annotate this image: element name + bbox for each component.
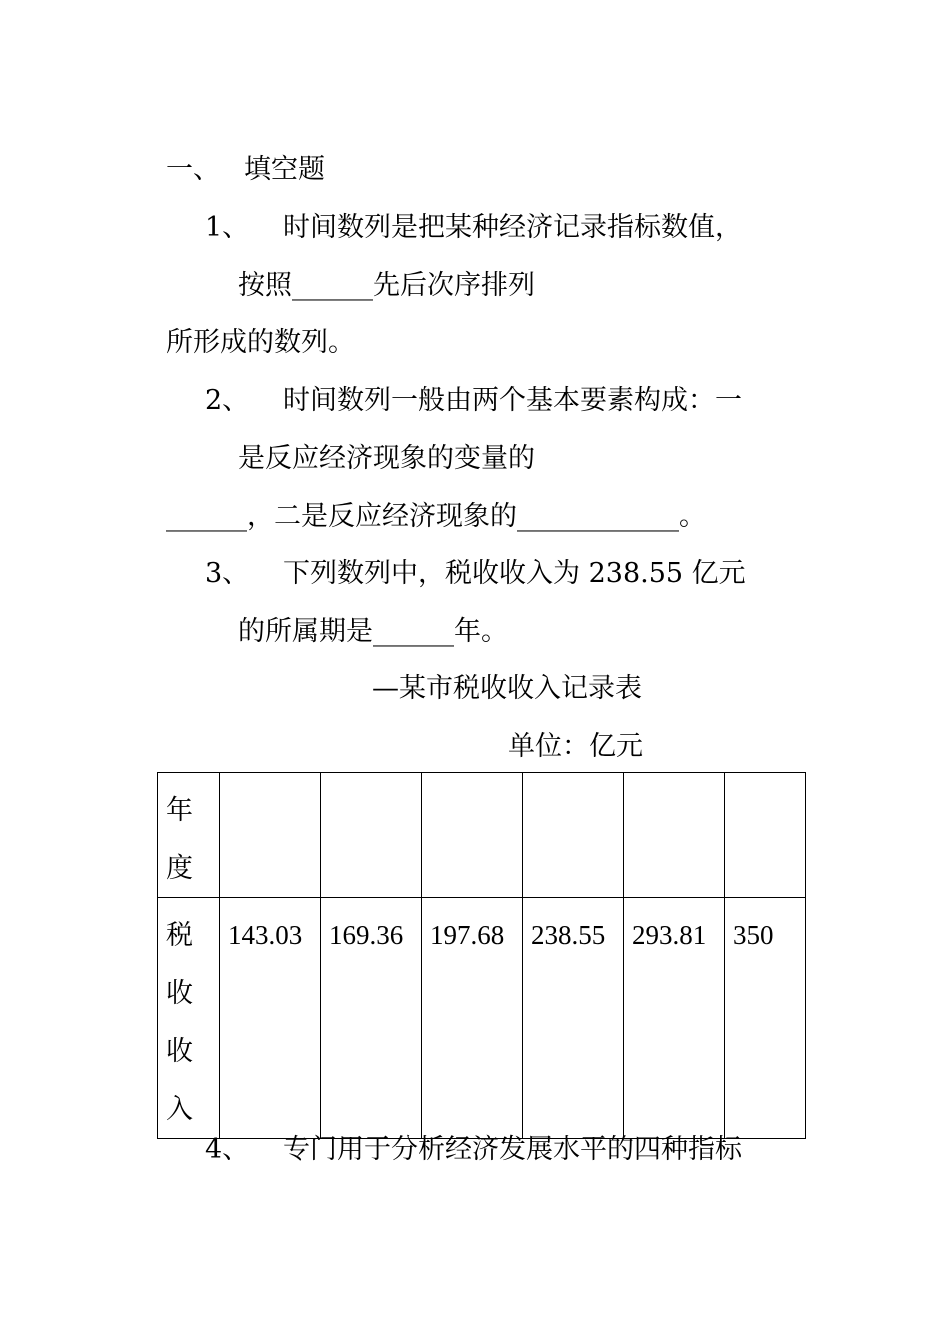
tax-income-table	[157, 772, 806, 1139]
row-header-char: 税	[166, 920, 193, 950]
value-cell: 350	[725, 898, 806, 1139]
value-cell: 293.81	[624, 898, 725, 1139]
value-cell: 197.68	[422, 898, 523, 1139]
year-cell	[624, 773, 725, 898]
year-cell	[725, 773, 806, 898]
question-2-line-3: ______，二是反应经济现象的____________。	[166, 501, 706, 532]
year-cell	[422, 773, 523, 898]
table-unit: 单位：亿元	[508, 731, 643, 762]
question-2-line-2: 是反应经济现象的变量的	[238, 443, 535, 474]
table-title: —某市税收收入记录表	[372, 673, 642, 704]
section-heading	[166, 153, 325, 187]
question-4-number: 4、	[205, 1134, 250, 1165]
question-1-number: 1、	[205, 212, 250, 243]
row-header-char: 度	[166, 853, 193, 883]
question-3-line-1: 下列数列中，税收收入为 238.55 亿元	[283, 558, 746, 589]
row-header-char: 收	[166, 1036, 193, 1066]
question-2-line-1: 时间数列一般由两个基本要素构成：一	[283, 385, 742, 416]
row-header-char: 收	[166, 978, 193, 1008]
row-header-tax-income	[158, 898, 220, 1139]
year-cell	[321, 773, 422, 898]
table-row-tax-income	[158, 898, 806, 1139]
question-3-number: 3、	[205, 558, 250, 589]
value-cell: 169.36	[321, 898, 422, 1139]
row-header-year	[158, 773, 220, 898]
section-number: 一、	[166, 154, 220, 185]
section-title: 填空题	[244, 154, 325, 185]
value-cell: 238.55	[523, 898, 624, 1139]
question-3-line-2: 的所属期是______年。	[238, 616, 508, 647]
row-header-char: 年	[166, 795, 193, 825]
question-1-line-2: 按照______先后次序排列	[238, 270, 535, 301]
question-1-line-3: 所形成的数列。	[166, 327, 355, 358]
year-cell	[220, 773, 321, 898]
year-cell	[523, 773, 624, 898]
question-4-line-1: 专门用于分析经济发展水平的四种指标	[283, 1134, 742, 1165]
row-header-char: 入	[166, 1094, 193, 1124]
value-cell: 143.03	[220, 898, 321, 1139]
table-row-year	[158, 773, 806, 898]
question-1-line-1: 时间数列是把某种经济记录指标数值，	[283, 212, 742, 243]
question-2-number: 2、	[205, 385, 250, 416]
